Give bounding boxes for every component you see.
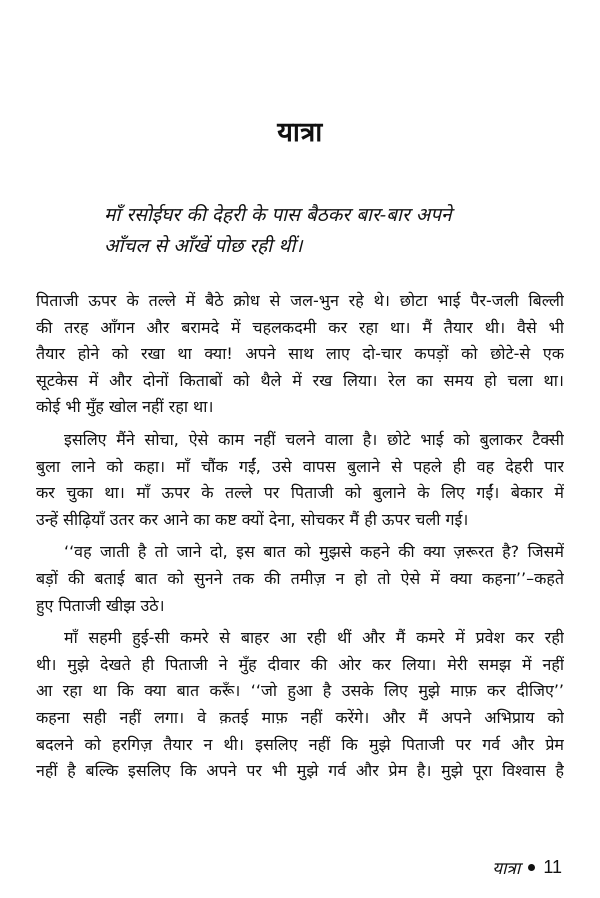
epigraph	[104, 200, 544, 262]
text-line: आ रहा था कि क्या बात करूँ। ‘‘जो हुआ है उसके लिए मुझे माफ़ कर दीजिए’’	[36, 681, 564, 701]
bullet-icon	[528, 864, 535, 871]
text-line: कहना सही नहीं लगा। वे क़तई माफ़ नहीं करेंगे। और मैं अपने अभिप्राय को	[36, 707, 564, 727]
text-line: की तरह आँगन और बरामदे में चहलकदमी कर रहा था। मैं तैयार थी। वैसे भी	[36, 317, 564, 337]
text-line: कर चुका था। माँ ऊपर के तल्ले पर पिताजी को बुलाने के लिए गईं। बेकार में	[36, 483, 564, 503]
text-line: इसलिए मैंने सोचा, ऐसे काम नहीं चलने वाला है। छोटे भाई को बुलाकर टैक्सी	[64, 429, 564, 449]
page-footer	[492, 856, 562, 879]
text-line: बदलने को हरगिज़ तैयार न थी। इसलिए नहीं कि मुझे पिताजी पर गर्व और प्रेम	[36, 734, 564, 754]
paragraph	[36, 288, 564, 421]
text-line: बड़ों की बताई बात को सुनने तक की तमीज़ न हो तो ऐसे में क्या कहना’’–कहते	[36, 568, 564, 588]
epigraph-line: माँ रसोईघर की देहरी के पास बैठकर बार-बार अपने	[104, 204, 452, 226]
body-text	[36, 288, 564, 785]
page-number: 11	[543, 857, 562, 877]
paragraph	[36, 539, 564, 619]
text-line: माँ सहमी हुई-सी कमरे से बाहर आ रही थीं और मैं कमरे में प्रवेश कर रही	[64, 628, 564, 648]
epigraph-line: आँचल से आँखें पोछ रही थीं।	[104, 235, 303, 257]
text-line: नहीं है बल्कि इसलिए कि अपने पर भी मुझे गर्व और प्रेम है। मुझे पूरा विश्वास है	[36, 761, 564, 781]
text-line: उन्हें सीढ़ियाँ उतर कर आने का कष्ट क्यों देना, सोचकर मैं ही ऊपर चली गई।	[36, 509, 469, 529]
text-line: तैयार होने को रखा था क्या! अपने साथ लाए दो-चार कपड़ों को छोटे-से एक	[36, 344, 564, 364]
text-line: पिताजी ऊपर के तल्ले में बैठे क्रोध से जल-भुन रहे थे। छोटा भाई पैर-जली बिल्ली	[36, 291, 564, 310]
paragraph	[36, 427, 564, 533]
running-title: यात्रा	[492, 859, 521, 879]
chapter-title: यात्रा	[277, 117, 323, 148]
text-line: सूटकेस में और दोनों किताबों को थैले में रख लिया। रेल का समय हो चला था।	[36, 370, 564, 390]
text-line: कोई भी मुँह खोल नहीं रहा था।	[36, 397, 214, 417]
text-line: ‘‘वह जाती है तो जाने दो, इस बात को मुझसे कहने की क्या ज़रूरत है? जिसमें	[64, 542, 564, 562]
text-line: थी। मुझे देखते ही पिताजी ने मुँह दीवार की ओर कर लिया। मेरी समझ में नहीं	[36, 654, 564, 674]
text-line: हुए पिताजी खीझ उठे।	[36, 595, 165, 615]
text-line: बुला लाने को कहा। माँ चौंक गईं, उसे वापस बुलाने से पहले ही वह देहरी पार	[36, 456, 564, 476]
paragraph	[36, 625, 564, 785]
